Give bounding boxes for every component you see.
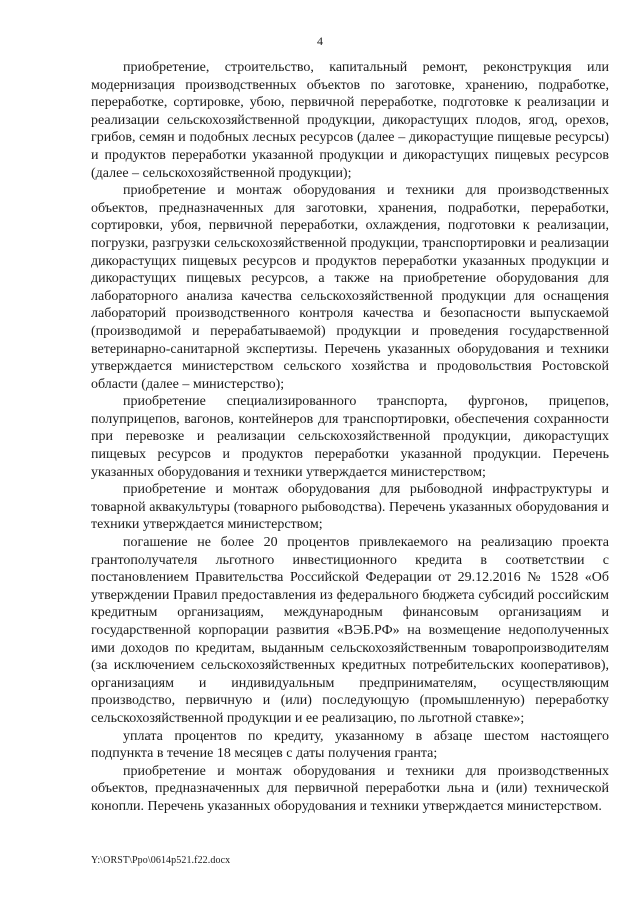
paragraph: погашение не более 20 процентов привлекаемого на реализацию проекта грантополучателя льготного инвестиционного кредита в соответствии с постановлением Правительства Российской Федерации от 29.12.2016 № 1528 «Об утверждении Правил предоставления из федерального бюджета субсидий российским кредитным организациям, международным финансовым организациям и государственной корпорации развития «ВЭБ.РФ» на возмещение недополученных ими доходов по кредитам, выданным сельскохозяйственным товаропроизводителям (за исключением сельскохозяйственных кредитных потребительских кооперативов), организациям и индивидуальным предпринимателям, осуществляющим производство, первичную и (или) последующую (промышленную) переработку сельскохозяйственной продукции и ее реализацию, по льготной ставке»; — [91, 535, 609, 726]
paragraph: приобретение и монтаж оборудования и техники для производственных объектов, предназначенных для заготовки, хранения, подработки, переработки, сортировки, убоя, первичной переработки, охлаждения, подготовки к реализации, погрузки, разгрузки сельскохозяйственной продукции, транспортировки и реализации дикорастущих пищевых ресурсов и продуктов переработки указанных продукции и дикорастущих пищевых ресурсов, а также на приобретение оборудования для лабораторного анализа качества сельскохозяйственной продукции для оснащения лабораторий производственного контроля качества и безопасности выпускаемой (производимой и перерабатываемой) продукции и проведения государственной ветеринарно-санитарной экспертизы. Перечень указанных оборудования и техники утверждается министерством сельского хозяйства и продовольствия Ростовской области (далее – министерство); — [91, 183, 609, 392]
paragraph: приобретение, строительство, капитальный ремонт, реконструкция или модернизация производственных объектов по заготовке, хранению, подработке, переработке, сортировке, убою, первичной переработке, подготовке к реализации и реализации сельскохозяйственной продукции, дикорастущих плодов, ягод, орехов, грибов, семян и подобных лесных ресурсов (далее – дикорастущие пищевые ресурсы) и продуктов переработки указанной продукции и дикорастущих пищевых ресурсов (далее – сельскохозяйственной продукции); — [91, 60, 609, 181]
paragraph: приобретение специализированного транспорта, фургонов, прицепов, полуприцепов, вагонов, контейнеров для транспортировки, обеспечения сохранности при перевозке и реализации сельскохозяйственной продукции, дикорастущих пищевых ресурсов и продуктов переработки указанной продукции. Перечень указанных оборудования и техники утверждается министерством; — [91, 394, 609, 480]
paragraph: приобретение и монтаж оборудования для рыбоводной инфраструктуры и товарной аквакультуры (товарного рыбоводства). Перечень указанных оборудования и техники утверждается министерством; — [91, 482, 609, 533]
document-body — [91, 59, 609, 816]
footer-file-path: Y:\ORST\Ppo\0614p521.f22.docx — [91, 855, 231, 866]
paragraph: уплата процентов по кредиту, указанному в абзаце шестом настоящего подпункта в течение 18 месяцев с даты получения гранта; — [91, 728, 609, 762]
paragraph: приобретение и монтаж оборудования и техники для производственных объектов, предназначенных для первичной переработки льна и (или) технической конопли. Перечень указанных оборудования и техники утверждается министерством. — [91, 763, 609, 814]
page-number: 4 — [317, 34, 323, 48]
